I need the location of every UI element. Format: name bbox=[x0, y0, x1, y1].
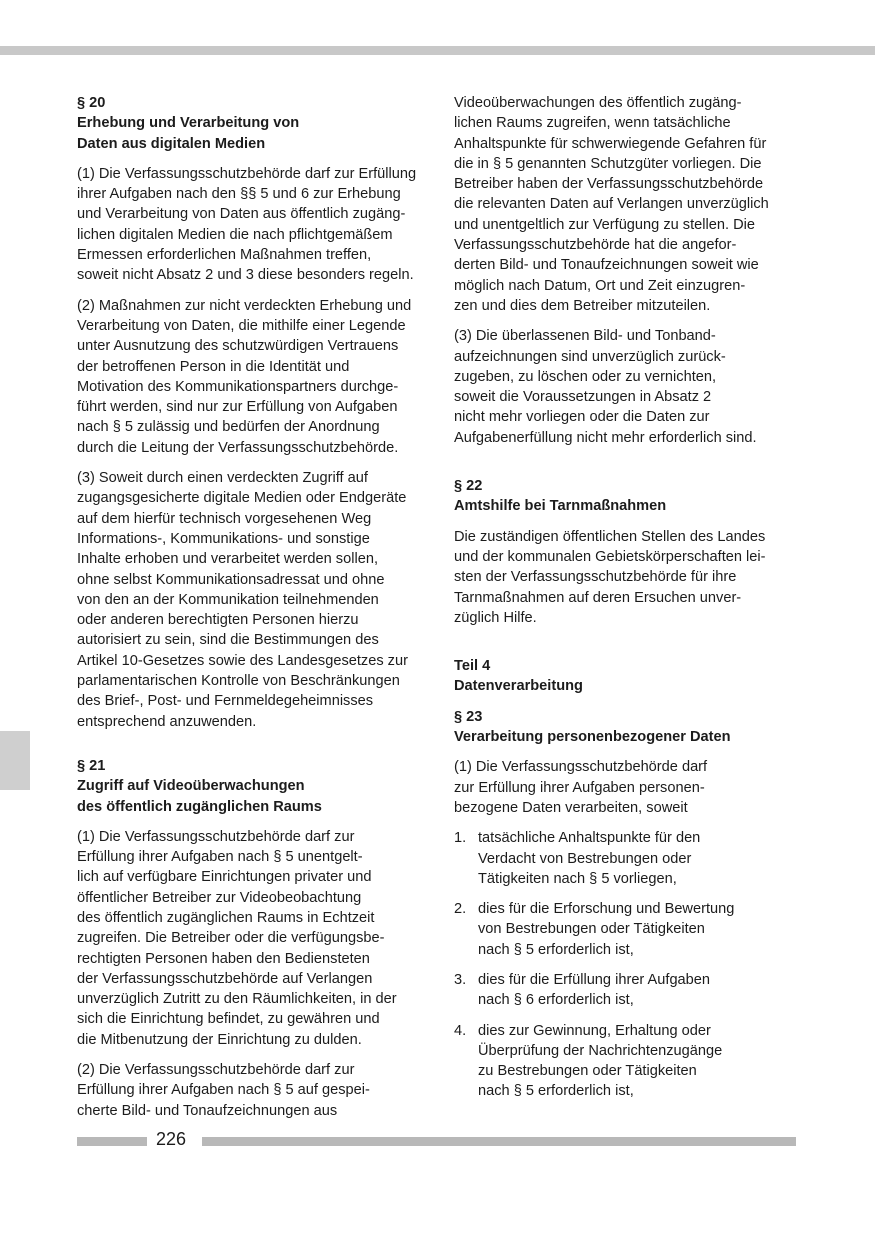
section-23-title: Verarbeitung personenbezogener Daten bbox=[454, 729, 731, 746]
list-item-number: 3. bbox=[454, 971, 467, 988]
list-item bbox=[454, 899, 794, 960]
section-20-paragraph-1: (1) Die Verfassungsschutzbehörde darf zur Erfüllung ihrer Aufgaben nach den §§ 5 und 6 zur Erhebung und Verarbeitung von Daten aus öffentlich zugäng- lichen digitalen Medien die nach pflichtgemäßem Ermessen erforderlichen Maßnahmen treffen, soweit nicht Absatz 2 und 3 diese besonders regeln. bbox=[77, 165, 417, 284]
list-item-text: tatsächliche Anhaltspunkte für den Verdacht von Bestrebungen oder Tätigkeiten nach § 5 vorliegen, bbox=[478, 830, 701, 887]
list-item-number: 4. bbox=[454, 1022, 467, 1039]
section-20-heading bbox=[77, 93, 427, 154]
list-item-number: 1. bbox=[454, 830, 467, 847]
section-22-number: § 22 bbox=[454, 478, 483, 495]
footer-rule-right bbox=[202, 1137, 796, 1146]
section-23-paragraph-1: (1) Die Verfassungsschutzbehörde darf zur Erfüllung ihrer Aufgaben personen- bezogene Daten verarbeiten, soweit bbox=[454, 759, 708, 816]
part-4-heading bbox=[454, 656, 794, 697]
list-item bbox=[454, 1021, 794, 1102]
list-item-text: dies für die Erfüllung ihrer Aufgaben nach § 6 erforderlich ist, bbox=[478, 971, 711, 1009]
section-20-number: § 20 bbox=[77, 95, 106, 111]
list-item-text: dies für die Erforschung und Bewertung von Bestrebungen oder Tätigkeiten nach § 5 erforderlich ist, bbox=[478, 901, 735, 958]
section-21-paragraph-2-continued: Videoüberwachungen des öffentlich zugäng- lichen Raums zugreifen, wenn tatsächliche Anhaltspunkte für schwerwiegende Gefahren für die in § 5 genannten Schutzgüter vorliegen. Die Betreiber haben der Verfassungsschutzbehörde die relevanten Daten auf Verlangen unverzüglich und unentgeltlich zur Verfügung zu stellen. Die Verfassungsschutzbehörde hat die angefor- derten Bild- und Tonaufzeichnungen soweit wie möglich nach Datum, Ort und Zeit einzugren- zen und dies dem Betreiber mitzuteilen. bbox=[454, 95, 769, 314]
footer-rule-left bbox=[77, 1137, 147, 1146]
section-23-list bbox=[454, 828, 794, 1102]
section-21-number: § 21 bbox=[77, 757, 106, 774]
section-20-title: Erhebung und Verarbeitung von Daten aus digitalen Medien bbox=[77, 115, 300, 152]
section-22-paragraph-1: Die zuständigen öffentlichen Stellen des Landes und der kommunalen Gebietskörperschaften lei- sten der Verfassungsschutzbehörde für ihre Tarnmaßnahmen auf deren Ersuchen unver- züglich Hilfe. bbox=[454, 528, 766, 626]
section-22-heading bbox=[454, 476, 794, 517]
right-column bbox=[454, 93, 794, 1112]
list-item bbox=[454, 828, 794, 889]
section-21-title: Zugriff auf Videoüberwachungen des öffentlich zugänglichen Raums bbox=[77, 778, 322, 815]
page-number: 226 bbox=[156, 1129, 187, 1149]
chapter-tab-marker bbox=[0, 731, 30, 790]
part-4-number: Teil 4 bbox=[454, 658, 491, 675]
section-21-heading bbox=[77, 756, 427, 817]
top-rule bbox=[0, 46, 875, 55]
section-20-paragraph-2: (2) Maßnahmen zur nicht verdeckten Erhebung und Verarbeitung von Daten, die mithilfe einer Legende unter Ausnutzung des schutzwürdigen Vertrauens der betroffenen Person in die Identität und Motivation des Kommunikationspartners durchge- führt werden, sind nur zur Erfüllung von Aufgaben nach § 5 zulässig und bedürfen der Anordnung durch die Leitung der Verfassungsschutzbehörde. bbox=[77, 297, 412, 456]
section-22-title: Amtshilfe bei Tarnmaßnahmen bbox=[454, 498, 667, 515]
list-item-text: dies zur Gewinnung, Erhaltung oder Überprüfung der Nachrichtenzugänge zu Bestrebungen oder Tätigkeiten nach § 5 erforderlich ist, bbox=[478, 1022, 723, 1100]
part-4-title: Datenverarbeitung bbox=[454, 678, 583, 695]
section-21-paragraph-1: (1) Die Verfassungsschutzbehörde darf zur Erfüllung ihrer Aufgaben nach § 5 unentgelt- lich auf verfügbare Einrichtungen privater und öffentlicher Betreiber zur Videobeobachtung des öffentlich zugänglichen Raums in Echtzeit zugreifen. Die Betreiber oder die verfügungsbe- rechtigten Personen haben den Bediensteten der Verfassungsschutzbehörde auf Verlangen unverzüglich Zutritt zu den Räumlichkeiten, in der sich die Einrichtung befindet, zu gewähren und die Mitbenutzung der Einrichtung zu dulden. bbox=[77, 828, 397, 1048]
section-23-heading bbox=[454, 707, 794, 748]
section-21-paragraph-3: (3) Die überlassenen Bild- und Tonband- aufzeichnungen sind unverzüglich zurück- zugeben, zu löschen oder zu vernichten, soweit die Voraussetzungen in Absatz 2 nicht mehr vorliegen oder die Daten zur Aufgabenerfüllung nicht mehr erforderlich sind. bbox=[454, 328, 757, 446]
section-20-paragraph-3: (3) Soweit durch einen verdeckten Zugriff auf zugangsgesicherte digitale Medien oder Endgeräte auf dem hierfür technisch vorgesehenen Weg Informations-, Kommunikations- und sonstige Inhalte erhoben und verarbeitet werden sollen, ohne selbst Kommunikationsadressat und ohne von den an der Kommunikation teilnehmenden oder anderen berechtigten Personen hierzu autorisiert zu sein, sind die Bestimmungen des Artikel 10-Gesetzes sowie des Landesgesetzes zur parlamentarischen Kontrolle von Beschränkungen des Brief-, Post- und Fernmeldegeheimnisses entsprechend anzuwenden. bbox=[77, 470, 408, 730]
list-item bbox=[454, 970, 794, 1011]
list-item-number: 2. bbox=[454, 901, 467, 918]
section-23-number: § 23 bbox=[454, 708, 483, 725]
left-column bbox=[77, 93, 427, 1131]
section-21-paragraph-2: (2) Die Verfassungsschutzbehörde darf zur Erfüllung ihrer Aufgaben nach § 5 auf gespei- cherte Bild- und Tonaufzeichnungen aus bbox=[77, 1062, 370, 1119]
